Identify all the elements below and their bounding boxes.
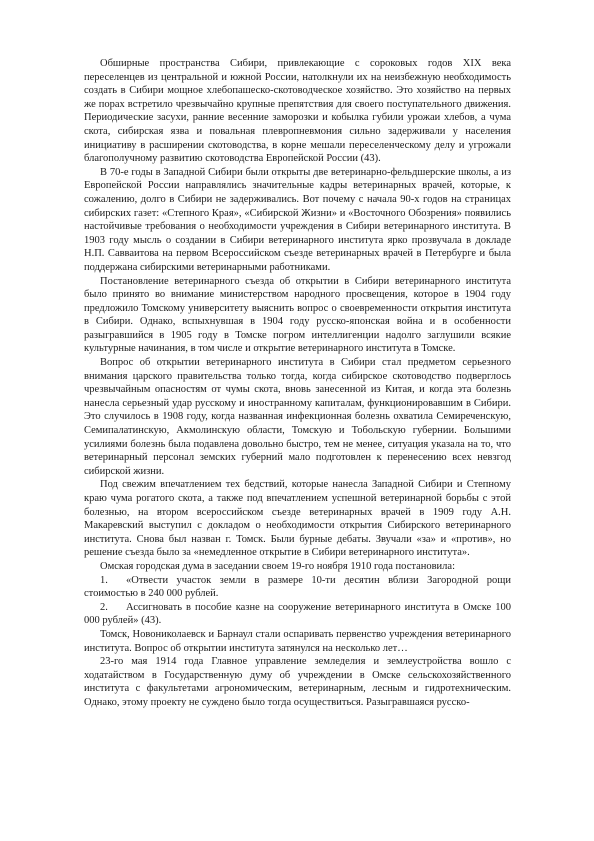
paragraph-1: Обширные пространства Сибири, привлекающие с сороковых годов XIX века переселенцев из центральной и южной России, натолкнули их на неизбежную необходимость создать в Сибири мощное хлебопашеско-скотоводческое хозяйство. Это хозяйство на первых же порах встретило чрезвычайно крупные препятствия для своего поступательного движения. Периодические засухи, ранние весенние заморозки и кобылка губили урожаи хлебов, а чума скота, сибирская язва и повальная плевропневмония сильно задерживали у населения инициативу в расширении скотоводства, в корне мешали переселенческому делу и угрожали благополучному развитию скотоводства Европейской России (43). [84,58,511,165]
document-page [84,57,511,710]
paragraph-5: Под свежим впечатлением тех бедствий, которые нанесла Западной Сибири и Степному краю чума рогатого скота, а также под впечатлением успешной ветеринарной борьбы с этой болезнью, на втором всероссийском съезде ветеринарных врачей в 1909 году А.Н. Макаревский выступил с докладом о необходимости открытия Сибирского ветеринарного института. Снова был назван г. Томск. Были бурные дебаты. Звучали «за» и «против», но решение съезда было за «немедленное открытие в Сибири ветеринарного института». [84,479,511,559]
list-item-1 [84,574,511,601]
list-number-2: 2. [100,601,108,613]
paragraph-7: Томск, Новониколаевск и Барнаул стали оспаривать первенство учреждения ветеринарного института. Вопрос об открытии института затянулся на несколько лет… [84,628,511,654]
paragraph-2: В 70-е годы в Западной Сибири были открыты две ветеринарно-фельдшерские школы, а из Европейской России направлялись значительные кадры ветеринарных врачей, которые, к сожалению, долго в Сибири не задерживались. Вот почему с начала 90-х годов на страницах сибирских газет: «Степного Края», «Сибирской Жизни» и «Восточного Обозрения» появились настойчивые требования о необходимости учреждения в Сибири ветеринарного института. В 1903 году мысль о создании в Сибири ветеринарного института ярко прозвучала в докладе Н.П. Савваитова на первом Всероссийском съезде ветеринарных врачей в Петербурге и была поддержана сибирскими ветеринарными работниками. [84,166,511,273]
paragraph-4: Вопрос об открытии ветеринарного института в Сибири стал предметом серьезного внимания царского правительства только тогда, когда сибирское скотоводство подверглось чрезвычайным опасностям от чумы скота, вновь занесенной из Китая, и когда эта болезнь нанесла серьезный удар русскому и иностранному капиталам, функционировавшим в Сибири. Это случилось в 1908 году, когда названная инфекционная болезнь охватила Семиреченскую, Семипалатинскую, Акмолинскую области, Томскую и Тобольскую губернии. Большими усилиями болезнь была подавлена довольно быстро, тем не менее, ситуация указала на то, что ветеринарный персонал земских губерний мало подготовлен к перенесению всех невзгод сибирской жизни. [84,357,511,477]
list-text-1: «Отвести участок земли в размере 10-ти десятин вблизи Загородной рощи стоимостью в 240 000 рублей. [84,574,511,600]
paragraph-3: Постановление ветеринарного съезда об открытии в Сибири ветеринарного института было принято во внимание министерством народного просвещения, которое в 1904 году предложило Томскому университету выяснить вопрос о своевременности открытия института в Сибири. Однако, вспыхнувшая в 1904 году русско-японская война и в особенности разыгравшийся в 1905 году в Томске погром интеллигенции надолго заглушили всякие культурные начинания, в том числе и открытие ветеринарного института в Томске. [84,275,511,355]
list-number-1: 1. [100,574,108,586]
list-text-2: Ассигновать в пособие казне на сооружение ветеринарного института в Омске 100 000 рублей» (43). [84,601,511,627]
paragraph-8: 23-го мая 1914 года Главное управление земледелия и землеустройства вошло с ходатайством в Государственную думу об учреждении в Омске сельскохозяйственного института с факультетами агрономическим, ветеринарным, лесным и гидротехническим. Однако, этому проекту не суждено было тогда осуществиться. Разыгравшаяся русско- [84,656,511,708]
paragraph-6: Омская городская дума в заседании своем 19-го ноября 1910 года постановила: [100,560,455,572]
list-item-2 [84,601,511,628]
